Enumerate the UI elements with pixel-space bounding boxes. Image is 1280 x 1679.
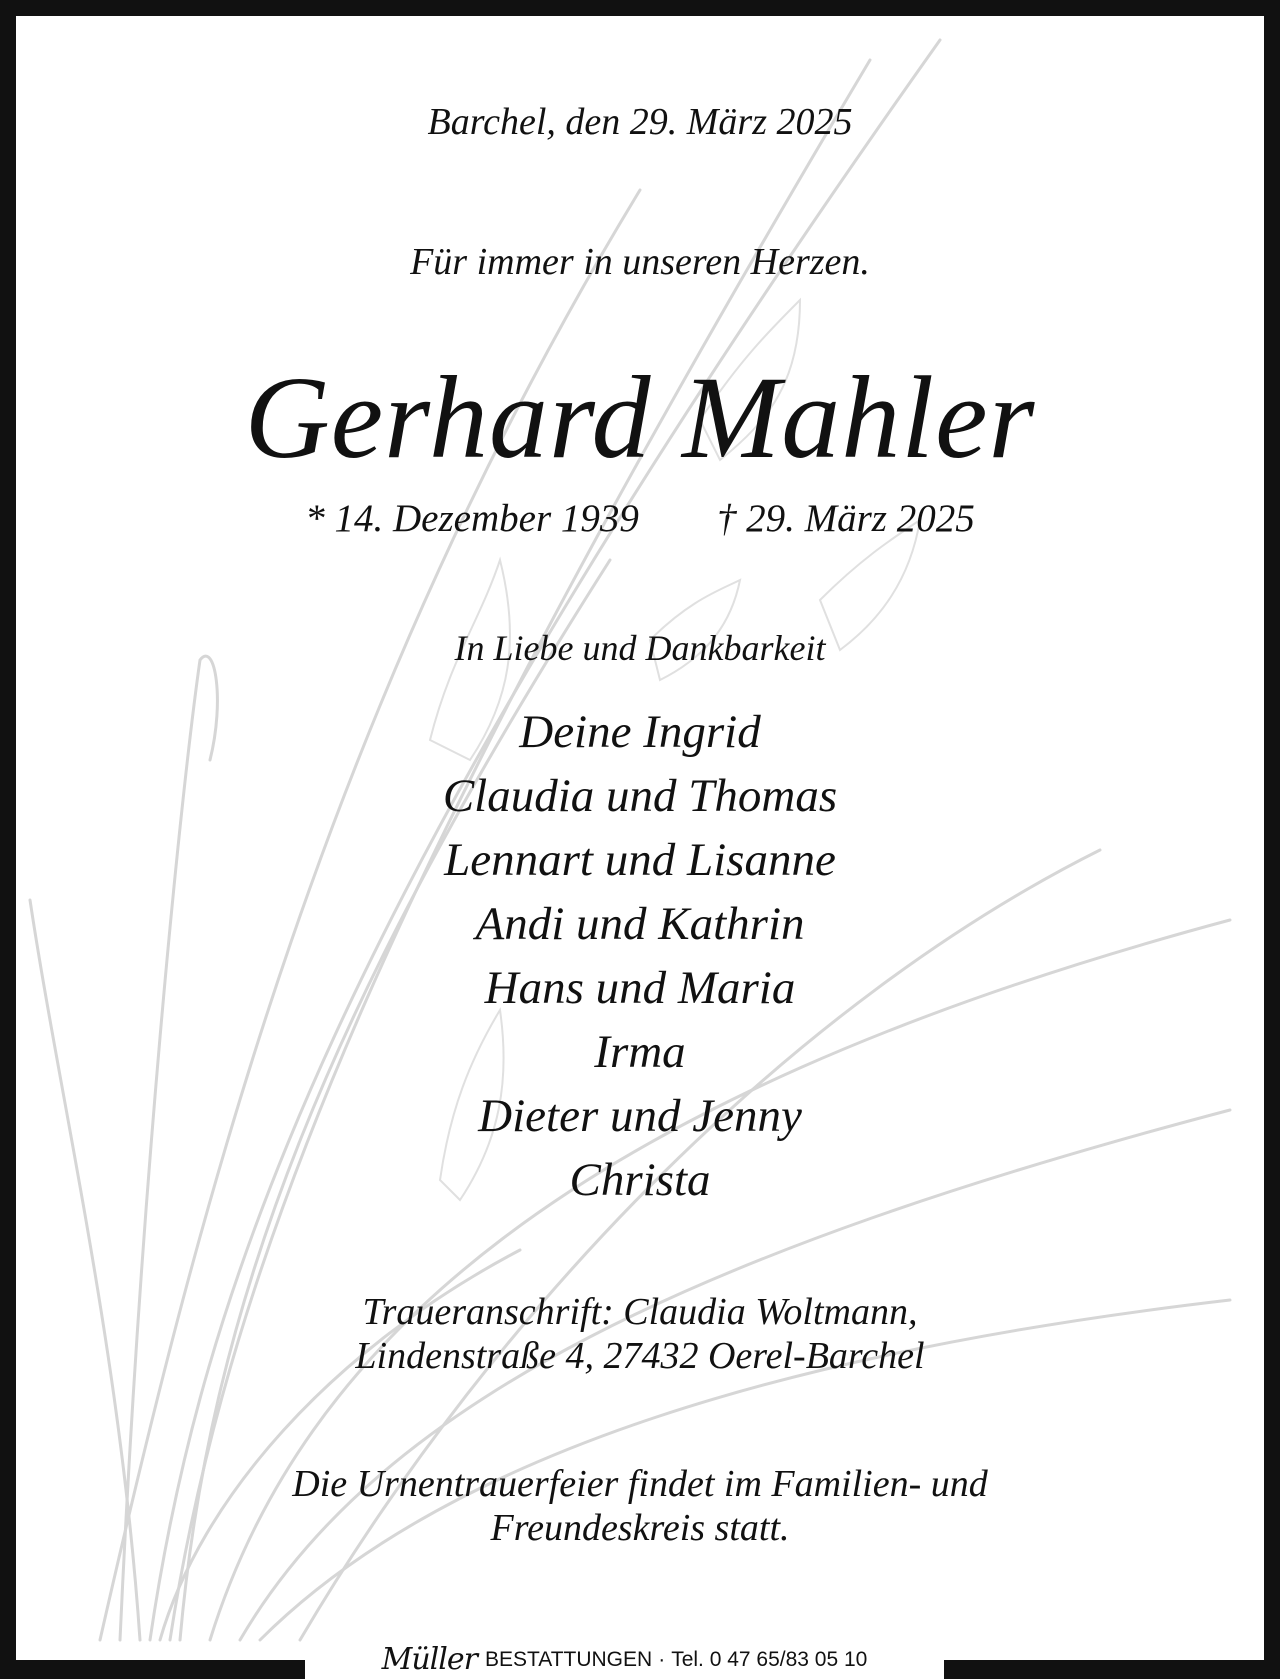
place-and-date: Barchel, den 29. März 2025: [427, 101, 853, 143]
mourning-address: [16, 1290, 1264, 1378]
death-date: † 29. März 2025: [716, 497, 975, 540]
mourners-list: [16, 700, 1264, 1212]
address-line-1: Traueranschrift: Claudia Woltmann,: [362, 1291, 918, 1333]
footer-separator: ·: [658, 1647, 666, 1671]
mourner-name: Deine Ingrid: [519, 706, 761, 758]
funeral-home-phone: Tel. 0 47 65/83 05 10: [671, 1647, 868, 1671]
funeral-home-footer: [305, 1640, 944, 1679]
mourner-name: Andi und Kathrin: [475, 898, 805, 950]
mourner-name: Lennart und Lisanne: [444, 834, 836, 886]
ceremony-notice: [16, 1462, 1264, 1550]
ceremony-line-2: Freundeskreis statt.: [490, 1507, 790, 1549]
mourner-name: Claudia und Thomas: [442, 770, 838, 822]
ceremony-line-1: Die Urnentrauerfeier findet im Familien- und: [292, 1463, 988, 1505]
funeral-home-name: BESTATTUNGEN: [484, 1647, 653, 1671]
address-line-2: Lindenstraße 4, 27432 Oerel-Barchel: [355, 1335, 925, 1377]
mourner-name: Christa: [569, 1154, 711, 1206]
bottom-border-right: [944, 1660, 1280, 1679]
deceased-name: Gerhard Mahler: [244, 352, 1036, 483]
bottom-border-left: [0, 1660, 305, 1679]
funeral-home-logo: Müller: [381, 1642, 477, 1677]
mourner-name: Dieter und Jenny: [478, 1090, 802, 1142]
mourner-name: Irma: [594, 1026, 686, 1078]
love-and-gratitude-line: In Liebe und Dankbarkeit: [454, 628, 826, 668]
birth-date: * 14. Dezember 1939: [305, 497, 639, 540]
motto-text: Für immer in unseren Herzen.: [410, 241, 870, 283]
life-dates: [16, 496, 1264, 541]
mourner-name: Hans und Maria: [484, 962, 796, 1014]
